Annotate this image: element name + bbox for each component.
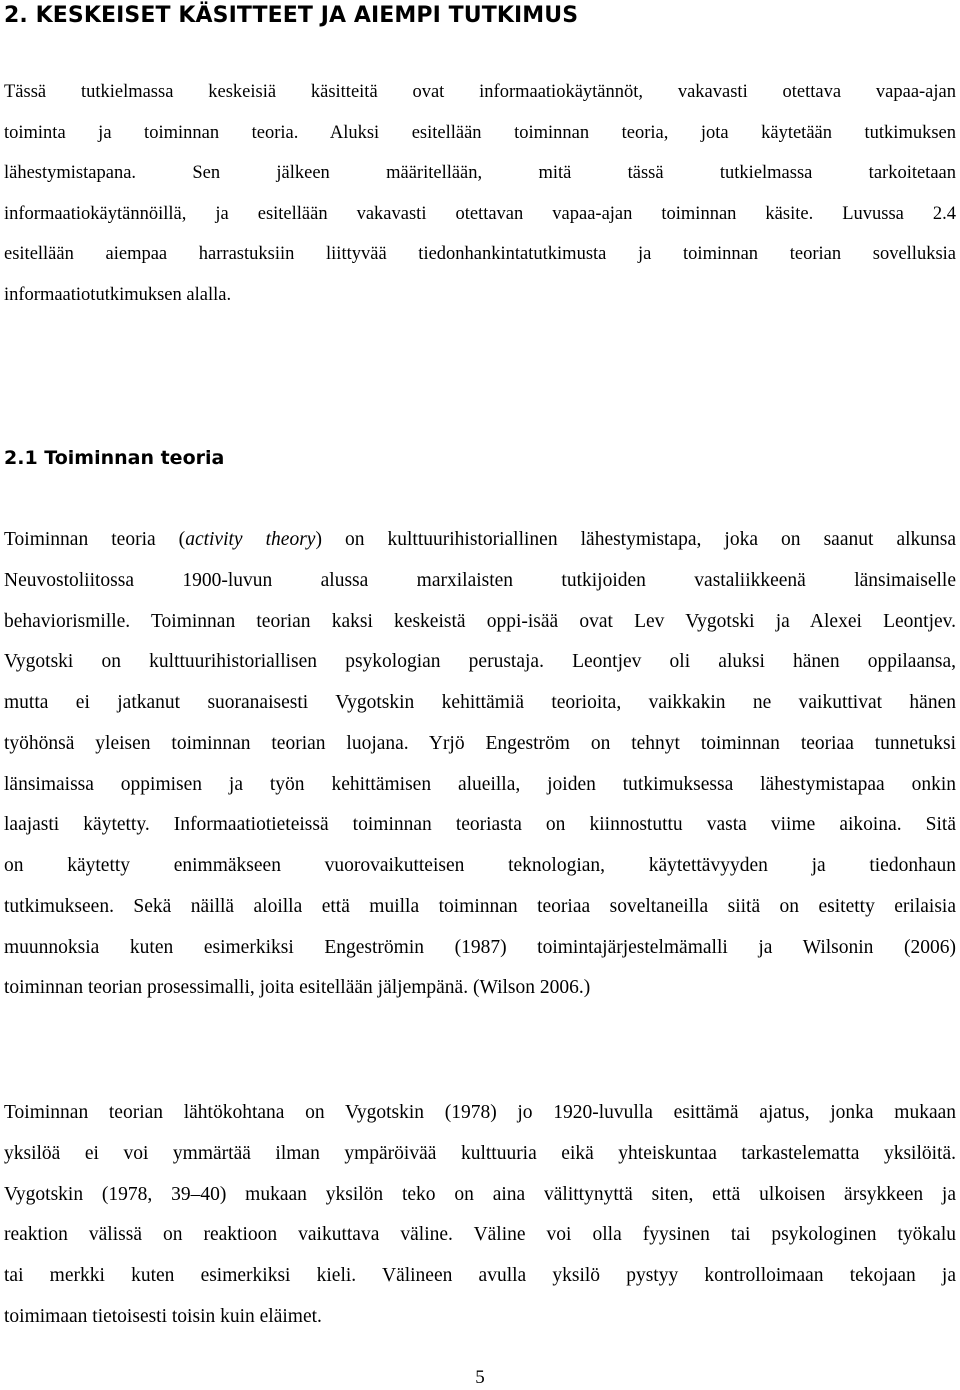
text-line: informaatiokäytännöillä, ja esitellään vakavasti otettavan vapaa-ajan toiminnan käsite. Luvussa 2.4 — [4, 203, 956, 224]
text-line: mutta ei jatkanut suoranaisesti Vygotskin kehittämiä teorioita, vaikkakin ne vaikuttivat hänen — [4, 692, 956, 713]
text-line: Vygotskin (1978, 39–40) mukaan yksilön teko on aina välittynyttä siten, että ulkoisen ärsykkeen ja — [4, 1183, 956, 1205]
text-line: lähestymistapana. Sen jälkeen määritellään, mitä tässä tutkielmassa tarkoitetaan — [4, 163, 956, 184]
text-line: on käytetty enimmäkseen vuorovaikutteisen teknologian, käytettävyyden ja tiedonhaun — [4, 855, 956, 876]
text-line: behaviorismille. Toiminnan teorian kaksi keskeistä oppi-isää ovat Lev Vygotski ja Alexei Leontjev. — [4, 610, 956, 632]
text-line: reaktion välissä on reaktioon vaikuttava väline. Väline voi olla fyysinen tai psykologinen työkalu — [4, 1224, 956, 1246]
text-line: muunnoksia kuten esimerkiksi Engeströmin (1987) toimintajärjestelmämalli ja Wilsonin (2006) — [4, 936, 956, 958]
text-line: informaatiotutkimuksen alalla. — [4, 284, 232, 305]
section-heading: 2.1 Toiminnan teoria — [4, 447, 225, 469]
text-segment: Toiminnan teoria ( — [4, 529, 186, 550]
text-line — [4, 520, 956, 561]
text-line: työhönsä yleisen toiminnan teorian luojana. Yrjö Engeström on tehnyt toiminnan teoriaa tunnetuksi — [4, 732, 956, 754]
term-italic: activity theory — [185, 529, 316, 550]
text-line: tai merkki kuten esimerkiksi kieli. Välineen avulla yksilö pystyy kontrolloimaan tekojaan ja — [4, 1265, 956, 1287]
intro-paragraph — [4, 72, 956, 316]
text-line: Vygotski on kulttuurihistoriallisen psykologian perustaja. Leontjev oli aluksi hänen oppilaansa, — [4, 651, 956, 673]
text-line: länsimaissa oppimisen ja työn kehittämisen alueilla, joiden tutkimuksessa lähestymistapaa onkin — [4, 773, 956, 795]
text-line: tutkimukseen. Sekä näillä aloilla että muilla toiminnan teoriaa soveltaneilla siitä on esitetty erilaisia — [4, 895, 956, 917]
text-line: esitellään aiempaa harrastuksiin liittyvää tiedonhankintatutkimusta ja toiminnan teorian sovelluksia — [4, 244, 956, 265]
text-line: Neuvostoliitossa 1900-luvun alussa marxilaisten tutkijoiden vastaliikkeenä länsimaiselle — [4, 569, 956, 591]
text-line: Tässä tutkielmassa keskeisiä käsitteitä ovat informaatiokäytännöt, vakavasti otettava vapaa-ajan — [4, 82, 956, 102]
text-line: toiminta ja toiminnan teoria. Aluksi esitellään toiminnan teoria, jota käytetään tutkimuksen — [4, 122, 956, 143]
text-segment: ) on kulttuurihistoriallinen lähestymistapa, joka on saanut alkunsa — [315, 529, 957, 550]
section-paragraph-1 — [4, 520, 956, 1009]
text-line: laajasti käytetty. Informaatiotieteissä toiminnan teoriasta on kiinnostuttu vasta viime aikoina. Sitä — [4, 814, 956, 836]
text-line: toiminnan teorian prosessimalli, joita esitellään jäljempänä. (Wilson 2006.) — [4, 977, 591, 999]
text-line: yksilöä ei voi ymmärtää ilman ympäröivää kulttuuria eikä yhteiskuntaa tarkastelematta yksilöitä. — [4, 1142, 956, 1164]
text-line: Toiminnan teorian lähtökohtana on Vygotskin (1978) jo 1920-luvulla esittämä ajatus, jonka mukaan — [4, 1102, 956, 1123]
section-paragraph-2 — [4, 1093, 956, 1338]
page-number: 5 — [475, 1367, 485, 1388]
text-line: toimimaan tietoisesti toisin kuin eläimet. — [4, 1305, 322, 1327]
chapter-heading: 2. KESKEISET KÄSITTEET JA AIEMPI TUTKIMUS — [4, 3, 579, 28]
